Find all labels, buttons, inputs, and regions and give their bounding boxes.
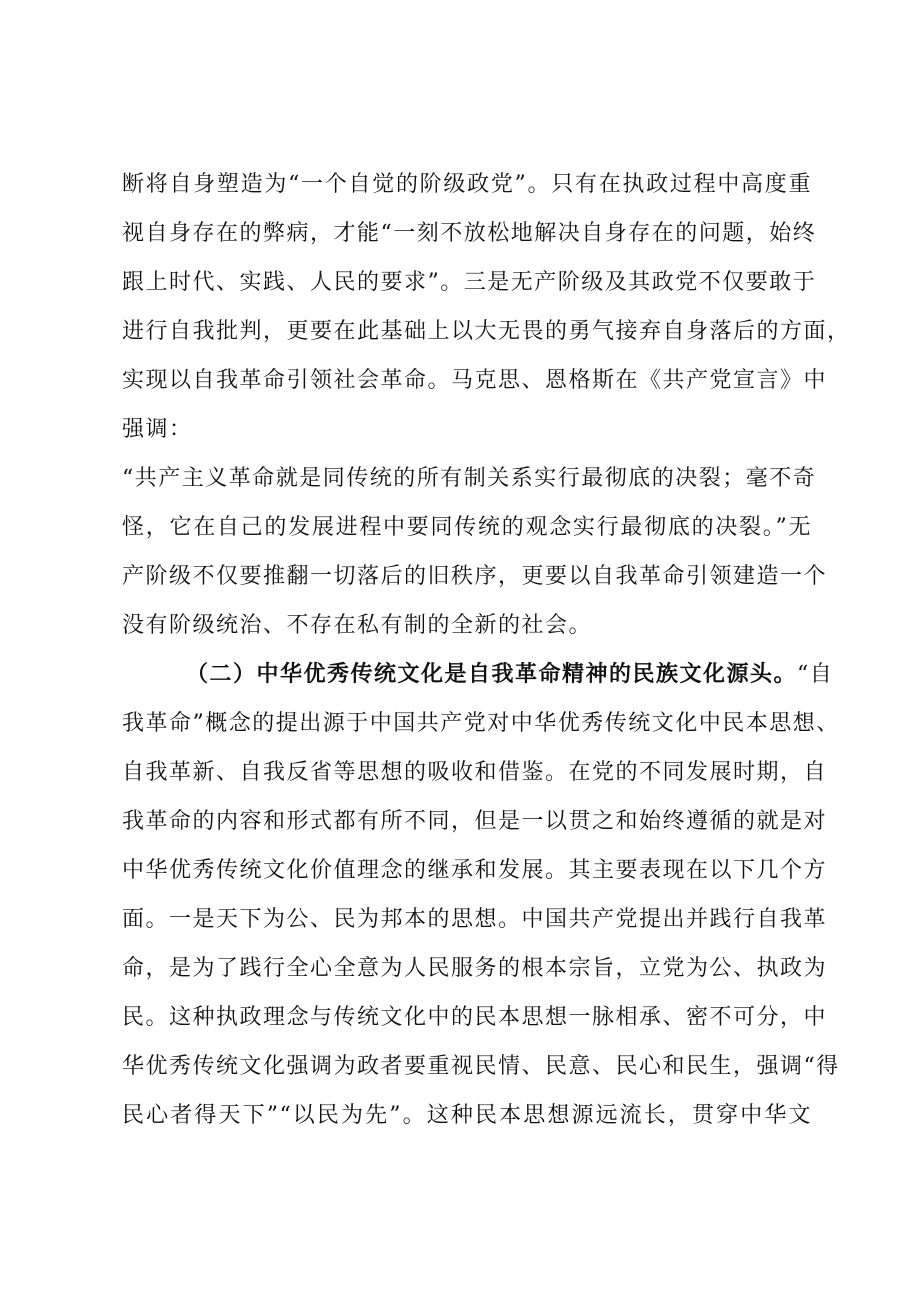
text-line: 民心者得天下”“以民为先”。这种民本思想源远流长，贯穿中华文	[122, 1103, 812, 1128]
paragraph-1	[122, 160, 851, 454]
text-line: 命，是为了践行全心全意为人民服务的根本宗旨，立党为公、执政为	[122, 956, 828, 981]
text-line: 面。一是天下为公、民为邦本的思想。中国共产党提出并践行自我革	[122, 907, 828, 932]
section-heading-line	[122, 650, 834, 699]
text-line: 我革命”概念的提出源于中国共产党对中华优秀传统文化中民本思想、	[122, 711, 840, 736]
text-line: 进行自我批判，更要在此基础上以大无畏的勇气接弃自身落后的方面，	[122, 319, 851, 344]
text-line: 跟上时代、实践、人民的要求”。三是无产阶级及其政党不仅要敢于	[122, 270, 817, 295]
document-body	[122, 160, 851, 1140]
text-line: 强调：	[122, 417, 193, 442]
heading-tail-text: “自	[797, 662, 834, 687]
text-line: “共产主义革命就是同传统的所有制关系实行最彻底的决裂；毫不奇	[122, 466, 817, 491]
text-line: 民。这种执政理念与传统文化中的民本思想一脉相承、密不可分，中	[122, 1005, 828, 1030]
text-line: 产阶级不仅要推翻一切落后的旧秩序，更要以自我革命引领建造一个	[122, 564, 828, 589]
text-line: 没有阶级统治、不存在私有制的全新的社会。	[122, 613, 593, 638]
quote-block	[122, 454, 828, 650]
text-line: 实现以自我革命引领社会革命。马克思、恩格斯在《共产党宣言》中	[122, 368, 828, 393]
text-line: 自我革新、自我反省等思想的吸收和借鉴。在党的不同发展时期，自	[122, 760, 828, 785]
text-line: 视自身存在的弊病，才能“一刻不放松地解决自身存在的问题，始终	[122, 221, 817, 246]
text-line: 中华优秀传统文化价值理念的继承和发展。其主要表现在以下几个方	[122, 858, 828, 883]
paragraph-2	[122, 650, 840, 1140]
text-line: 怪，它在自己的发展进程中要同传统的观念实行最彻底的决裂。”无	[122, 515, 812, 540]
text-line: 断将自身塑造为“一个自觉的阶级政党”。只有在执政过程中高度重	[122, 172, 812, 197]
section-heading: （二）中华优秀传统文化是自我革命精神的民族文化源头。	[186, 661, 798, 687]
text-line: 华优秀传统文化强调为政者要重视民情、民意、民心和民生，强调“得	[122, 1054, 840, 1079]
text-line: 我革命的内容和形式都有所不同，但是一以贯之和始终遵循的就是对	[122, 809, 828, 834]
